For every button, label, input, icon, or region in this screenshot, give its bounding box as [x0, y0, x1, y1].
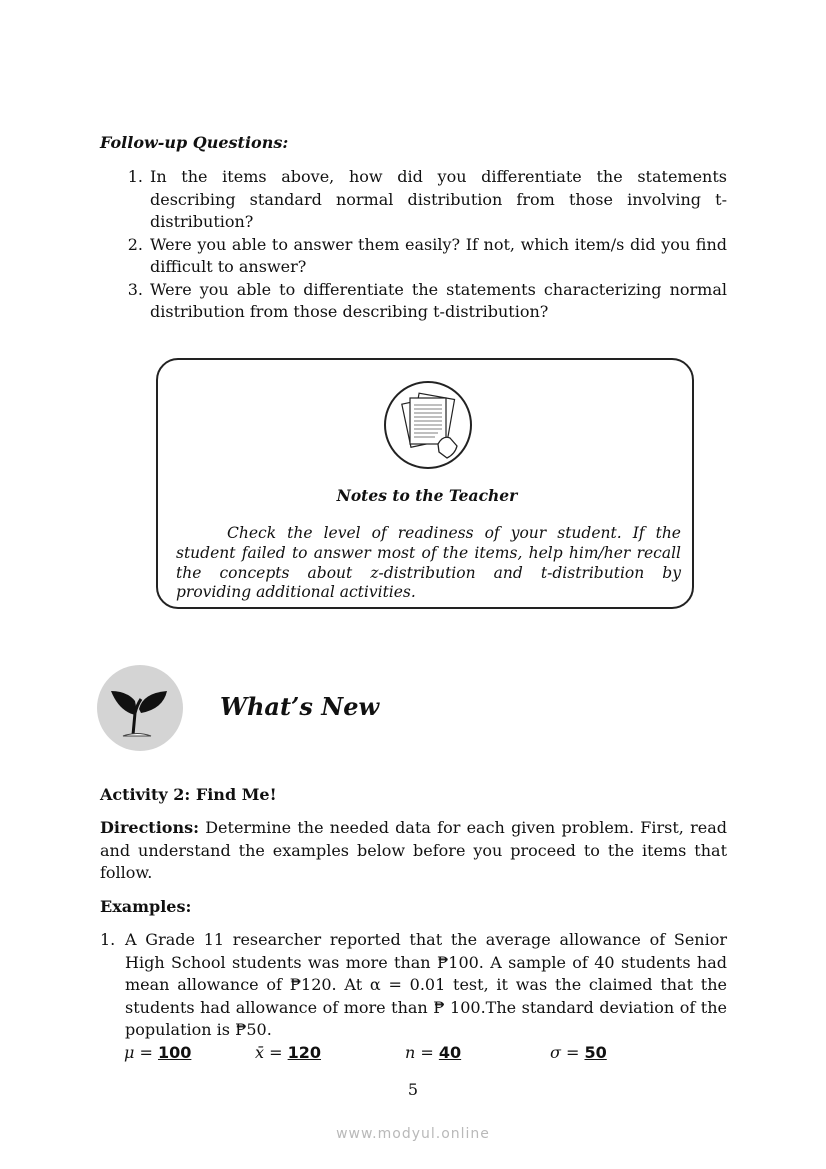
- papers-in-hand-icon: [383, 380, 473, 470]
- example-number: 1.: [100, 930, 116, 949]
- directions-paragraph: [100, 817, 727, 885]
- follow-up-question-list: [100, 166, 727, 324]
- variable-sigma: σ = 50: [550, 1043, 607, 1062]
- list-item: [100, 279, 727, 324]
- follow-up-title: Follow-up Questions:: [100, 133, 289, 152]
- question-text: In the items above, how did you differentiate the statements describing standard normal distribution from those involving t-distribution?: [150, 167, 727, 231]
- examples-title: Examples:: [100, 897, 192, 916]
- directions-label: Directions:: [100, 818, 199, 837]
- list-item: [100, 234, 727, 279]
- variable-mu: μ = 100: [124, 1043, 192, 1062]
- question-number: 3.: [127, 279, 143, 299]
- directions-text: Determine the needed data for each given problem. First, read and understand the examples below before you proceed to the items that follow.: [100, 818, 727, 882]
- whats-new-title: What’s New: [220, 692, 380, 721]
- teacher-notes-box: [156, 358, 694, 609]
- list-item: [100, 929, 727, 1042]
- page-number: 5: [407, 1080, 419, 1099]
- list-item: [100, 166, 727, 234]
- question-number: 1.: [127, 167, 143, 186]
- watermark: www.modyul.online: [336, 1126, 490, 1142]
- example-text: A Grade 11 researcher reported that the average allowance of Senior High School students was more than ₱100. A sample of 40 students had mean allowance of ₱120. At α = 0.01 test, it was the claimed that the students had allowance of more than ₱ 100.The standard deviation of the population is ₱50.: [125, 930, 727, 1039]
- teacher-notes-body: Check the level of readiness of your student. If the student failed to answer most of the items, help him/her recall the concepts about z-distribution and t-distribution by providing additional activities.: [176, 524, 681, 602]
- question-text: Were you able to answer them easily? If not, which item/s did you find difficult to answer?: [150, 234, 727, 276]
- teacher-notes-title: Notes to the Teacher: [336, 486, 518, 505]
- example-list: [100, 929, 727, 1042]
- activity-title: Activity 2: Find Me!: [100, 785, 277, 804]
- question-number: 2.: [127, 234, 143, 254]
- variable-xbar: x̄ = 120: [255, 1043, 322, 1062]
- variable-n: n = 40: [405, 1043, 462, 1062]
- sprout-icon: [97, 665, 183, 751]
- question-text: Were you able to differentiate the statements characterizing normal distribution from those describing t-distribution?: [150, 279, 727, 321]
